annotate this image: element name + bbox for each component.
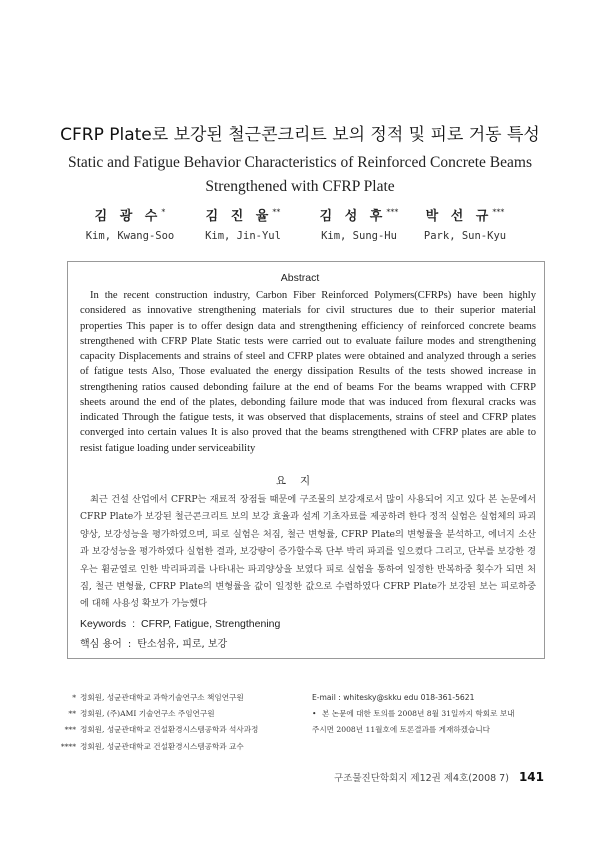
keywords-korean-value: 탄소섬유, 피로, 보강 — [137, 639, 228, 650]
author-footnotes — [50, 690, 290, 755]
keywords-value: CFRP, Fatigue, Strengthening — [141, 618, 281, 630]
page-footer — [334, 770, 544, 784]
abstract-paragraph: In the recent construction industry, Carbon Fiber Reinforced Polymers(CFRPs) have been highly considered as innovative strengthening materials for civil structures due to their superior material properties This paper is to offer design data and strengthening efficiency of reinforced concrete beams strengthened with CFRP Plate Static tests were carried out to evaluate failure modes and strengthening capacity Displacements and strains of steel and CFRP plates were obtained and analyzed through a series of fatigue tests Also, Those evaluated the energy dissipation Results of the tests showed increase in strengthening ratios caused debonding failure at the end of beams For the beams wrapped with CFRP sheets around the end of the plates, debonding failure mode that was induced from flexural cracks was indicated Through the fatigue tests, it was observed that displacements, strains of steel and CFRP plates converged into certain values It is also proved that the beams strengthened with CFRP plates are able to resist fatigue loading under serviceability — [80, 290, 536, 454]
footnote-text: 정회원, 성균관대학교 건설환경시스템공학과 교수 — [80, 741, 244, 751]
footnote — [50, 690, 290, 706]
author-mark: * — [161, 207, 166, 217]
author-2 — [178, 205, 308, 242]
keywords-korean-line: 핵심 용어 : 탄소섬유, 피로, 보강 — [80, 635, 536, 650]
discussion-notice-cont — [312, 722, 552, 738]
paper-title-korean: CFRP Plate로 보강된 철근콘크리트 보의 정적 및 피로 거동 특성 — [60, 125, 540, 145]
abstract-text — [80, 288, 536, 456]
keywords-label: Keywords — [80, 618, 127, 630]
contact-info — [312, 690, 552, 739]
footnote-text: 정회원, 성균관대학교 건설환경시스템공학과 석사과정 — [80, 725, 259, 735]
page-number: 141 — [518, 770, 544, 784]
author-name-ko: 박 선 규 — [425, 209, 493, 224]
notice-line-1: 본 논문에 대한 토의를 2008년 8월 31일까지 학회로 보내 — [322, 709, 515, 719]
author-name-ko: 김 성 후 — [319, 209, 387, 224]
bullet-icon: • — [312, 709, 317, 719]
footnote-mark: * — [72, 693, 76, 702]
author-mark: ** — [272, 207, 281, 217]
title-en-line-2: Strengthened with CFRP Plate — [205, 178, 395, 195]
footnote-text: 정회원, (주)AMI 기술연구소 주임연구원 — [80, 709, 215, 719]
author-4 — [400, 205, 530, 242]
footnote-mark: *** — [64, 725, 76, 735]
footnote-mark: ** — [68, 709, 76, 719]
abstract-heading: Abstract — [280, 272, 320, 284]
footnote — [50, 706, 290, 722]
footnote — [50, 722, 290, 738]
footnote — [50, 739, 290, 755]
korean-summary-paragraph: 최근 건설 산업에서 CFRP는 재료적 장점들 때문에 구조물의 보강재로서 많이 사용되어 지고 있다 본 논문에서 CFRP Plate가 보강된 철근콘크리트 보의 보강 효율과 설계 기초자료를 제공하려 한다 정적 실험은 실험체의 파괴양상, 보강성능을 평가하였으며, 피로 실험은 처짐, 철근 변형률, CFRP Plate의 변형률을 분석하고, 에너지 소산과 보강성능을 평가하였다 실험한 결과, 보강량이 증가할수록 단부 박리 파괴를 일으켰다 그리고, 단부를 보강한 경우는 휨균열로 인한 박리파괴를 나타내는 파괴양상을 보였다 피로 실험을 통하여 일정한 반복하중 횟수가 되면 처짐, 철근 변형률, CFRP Plate의 변형률을 값이 일정한 값으로 수렴하였다 CFRP Plate가 보강된 보는 피로하중에 대해 사용성 확보가 가능했다 — [80, 494, 536, 610]
keywords-korean-label: 핵심 용어 — [80, 639, 122, 650]
korean-summary-text — [80, 491, 536, 613]
author-name-ko: 김 진 율 — [205, 209, 273, 224]
korean-summary-heading: 요지 — [275, 475, 325, 487]
footnote-text: 정회원, 성균관대학교 과학기술연구소 책임연구원 — [80, 693, 244, 702]
contact-email: E-mail : whitesky@skku edu 018-361-5621 — [312, 693, 475, 702]
author-name-ko: 김 광 수 — [94, 209, 162, 224]
footnote-mark: **** — [60, 741, 76, 751]
author-name-en: Kim, Jin-Yul — [205, 230, 281, 242]
keywords-line: Keywords : CFRP, Fatigue, Strengthening — [80, 618, 281, 630]
notice-line-2: 주시면 2008년 11월호에 토론결과를 게재하겠습니다 — [312, 725, 491, 735]
paper-title-english — [40, 151, 560, 199]
author-name-en: Kim, Sung-Hu — [321, 230, 397, 242]
discussion-notice — [312, 706, 552, 722]
journal-citation: 구조물진단학회지 제12권 제4호(2008 7) — [333, 773, 509, 784]
author-mark: *** — [386, 207, 399, 217]
author-name-en: Kim, Kwang-Soo — [85, 230, 175, 242]
author-1 — [65, 205, 195, 242]
author-name-en: Park, Sun-Kyu — [423, 230, 507, 242]
title-en-line-1: Static and Fatigue Behavior Characteristics of Reinforced Concrete Beams — [68, 154, 532, 171]
author-mark: *** — [492, 207, 505, 217]
